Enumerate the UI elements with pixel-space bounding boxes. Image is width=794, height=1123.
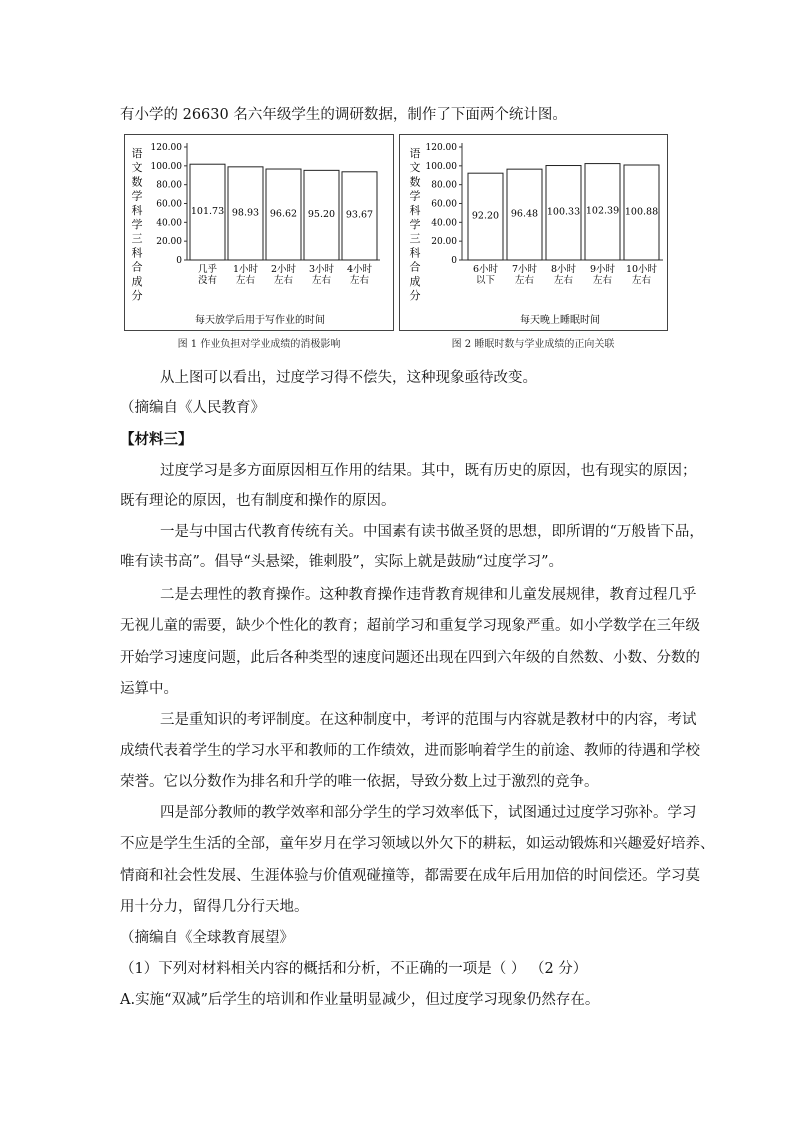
paragraph-3-line-1: 二是去理性的教育操作。这种教育操作违背教育规律和儿童发展规律，教育过程几乎 [160, 587, 697, 603]
paragraph-after-chart: 从上图可以看出，过度学习得不偿失，这种现象亟待改变。 [160, 370, 537, 386]
chart-2-category-label: 左右 [553, 275, 574, 286]
chart-2-ylabel-char: 语 [409, 147, 421, 160]
chart-1-category-label: 左右 [349, 275, 370, 286]
chart-1-ylabel-char: 成 [131, 274, 143, 288]
chart-1-category-label: 1小时 [232, 264, 259, 275]
chart-2-y-tick-label: 100.00 [425, 161, 457, 172]
chart-2-value-label: 92.20 [471, 210, 500, 222]
source-2: （摘编自《全球教育展望》 [120, 930, 294, 946]
paragraph-5-line-3: 情商和社会性发展、生涯体验与价值观碰撞等，都需要在成年后用加倍的时间偿还。学习莫 [120, 868, 700, 884]
chart-1-category-label: 左右 [311, 275, 332, 286]
chart-2-xlabel: 每天晚上睡眠时间 [520, 315, 600, 326]
chart-2-category-label: 9小时 [589, 264, 616, 275]
chart-1-ylabel-char: 科 [131, 246, 143, 260]
chart-1-category-label: 左右 [235, 275, 256, 286]
paragraph-2-line-2: 唯有读书高”。倡导“头悬梁，锥刺股”，实际上就是鼓励“过度学习”。 [120, 554, 564, 570]
chart-1-value-label: 96.62 [269, 208, 298, 220]
option-a: A.实施“双减”后学生的培训和作业量明显减少，但过度学习现象仍然存在。 [120, 992, 600, 1008]
chart-1-ylabel-char: 数 [131, 175, 143, 189]
paragraph-5-line-1: 四是部分教师的教学效率和部分学生的学习效率低下，试图通过过度学习弥补。学习 [160, 805, 697, 821]
chart-1-bars [190, 164, 377, 286]
chart-1-ylabel [132, 147, 143, 302]
chart-1-ylabel-char: 学 [131, 218, 143, 231]
chart-1-value-label: 93.67 [345, 209, 374, 221]
chart-1-xlabel: 每天放学后用于写作业的时间 [195, 315, 325, 326]
chart-2-value-label: 102.39 [585, 205, 620, 217]
chart-2-ylabel-char: 文 [409, 161, 421, 175]
chart-1-y-tick-label: 100.00 [150, 161, 182, 172]
chart-1-value-label: 101.73 [190, 206, 225, 218]
chart-2-ylabel-char: 科 [409, 246, 421, 260]
chart-1-category-label: 没有 [197, 275, 218, 286]
paragraph-5-line-4: 用十分力，留得几分行天地。 [120, 899, 309, 915]
chart-2-ylabel [410, 147, 421, 302]
chart-1-y-tick-label: 60.00 [156, 199, 182, 210]
chart-2-ylabel-char: 学 [409, 189, 421, 203]
paragraph-4-line-1: 三是重知识的考评制度。在这种制度中，考评的范围与内容就是教材中的内容，考试 [160, 712, 697, 728]
chart-1-ylabel-char: 文 [131, 161, 143, 175]
chart-1-ylabel-char: 科 [131, 203, 143, 217]
chart-2-y-tick-label: 0 [451, 256, 457, 266]
chart-2-y-tick-label: 40.00 [431, 218, 457, 229]
paragraph-3-line-3: 开始学习速度问题，此后各种类型的速度问题还出现在四到六年级的自然数、小数、分数的 [120, 650, 700, 666]
chart-1-ylabel-char: 三 [131, 232, 143, 246]
paragraph-4-line-2: 成绩代表着学生的学习水平和教师的工作绩效，进而影响着学生的前途、教师的待遇和学校 [120, 743, 700, 759]
paragraph-1-line-1: 过度学习是多方面原因相互作用的结果。其中，既有历史的原因，也有现实的原因； [160, 463, 697, 479]
paragraph-4-line-3: 荣誉。它以分数作为排名和升学的唯一依据，导致分数上过于激烈的竞争。 [120, 774, 599, 790]
chart-1-ylabel-char: 语 [131, 147, 143, 160]
chart-2-category-label: 7小时 [511, 264, 538, 275]
chart-2-bars [468, 164, 659, 286]
paragraph-1-line-2: 既有理论的原因，也有制度和操作的原因。 [120, 493, 396, 509]
paragraph-3-line-4: 运算中。 [120, 681, 178, 697]
chart-2-ylabel-char: 三 [409, 232, 421, 246]
chart-1-y-tick-label: 120.00 [150, 143, 182, 153]
chart-1-y-tick-label: 40.00 [156, 218, 182, 229]
intro-text: 有小学的 26630 名六年级学生的调研数据，制作了下面两个统计图。 [120, 107, 567, 123]
chart-2-y-tick-label: 120.00 [425, 143, 457, 153]
chart-1-y-tick-label: 80.00 [156, 180, 182, 191]
paragraph-2-line-1: 一是与中国古代教育传统有关。中国素有读书做圣贤的思想，即所谓的“万般皆下品， [160, 524, 704, 540]
chart-1-y-tick-label: 20.00 [156, 237, 182, 248]
chart-1-category-label: 左右 [273, 275, 294, 286]
chart-2-ylabel-char: 学 [409, 218, 421, 231]
chart-1-ylabel-char: 分 [131, 289, 143, 302]
chart-2-category-label: 左右 [631, 275, 652, 286]
chart-2-category-label: 以下 [475, 275, 496, 286]
paragraph-3-line-2: 无视儿童的需要，缺少个性化的教育；超前学习和重复学习现象严重。如小学数学在三年级 [120, 618, 700, 634]
question-1: （1）下列对材料相关内容的概括和分析，不正确的一项是（ ） （2 分） [120, 961, 588, 977]
chart-1-y-tick-label: 0 [176, 256, 182, 266]
chart-1-value-label: 98.93 [231, 207, 260, 219]
chart-1-value-label: 95.20 [307, 208, 336, 220]
chart-1 [125, 135, 393, 330]
chart-2-y-tick-label: 20.00 [431, 237, 457, 248]
chart-2 [400, 135, 667, 330]
chart-2-ylabel-char: 成 [409, 274, 421, 288]
chart-2-ylabel-char: 合 [409, 260, 421, 274]
chart-2-ylabel-char: 分 [409, 289, 421, 302]
chart-2-value-label: 96.48 [510, 208, 539, 220]
chart-2-category-label: 10小时 [625, 264, 658, 275]
chart-2-value-label: 100.88 [624, 206, 659, 218]
chart-1-ylabel-char: 合 [131, 260, 143, 274]
chart-1-category-label: 3小时 [308, 264, 335, 275]
chart-1-category-label: 2小时 [270, 264, 297, 275]
chart-2-frame [399, 134, 668, 331]
paragraph-5-line-2: 不应是学生生活的全部，童年岁月在学习领域以外欠下的耕耘，如运动锻炼和兴趣爱好培养、 [120, 836, 715, 852]
chart-2-category-label: 左右 [514, 275, 535, 286]
chart-1-frame [124, 134, 394, 331]
chart-2-y-tick-label: 60.00 [431, 199, 457, 210]
source-1: （摘编自《人民教育》 [120, 400, 265, 416]
chart-2-category-label: 6小时 [472, 264, 499, 275]
chart-1-ylabel-char: 学 [131, 189, 143, 203]
chart-1-caption: 图 1 作业负担对学业成绩的消极影响 [177, 339, 341, 350]
chart-2-ylabel-char: 数 [409, 175, 421, 189]
chart-2-category-label: 8小时 [550, 264, 577, 275]
chart-1-category-label: 4小时 [346, 264, 373, 275]
chart-2-ylabel-char: 科 [409, 203, 421, 217]
chart-2-value-label: 100.33 [546, 206, 581, 218]
section-heading: 【材料三】 [120, 431, 193, 448]
chart-2-category-label: 左右 [592, 275, 613, 286]
chart-1-category-label: 几乎 [197, 264, 218, 275]
chart-2-caption: 图 2 睡眠时数与学业成绩的正向关联 [451, 339, 615, 350]
chart-2-y-tick-label: 80.00 [431, 180, 457, 191]
